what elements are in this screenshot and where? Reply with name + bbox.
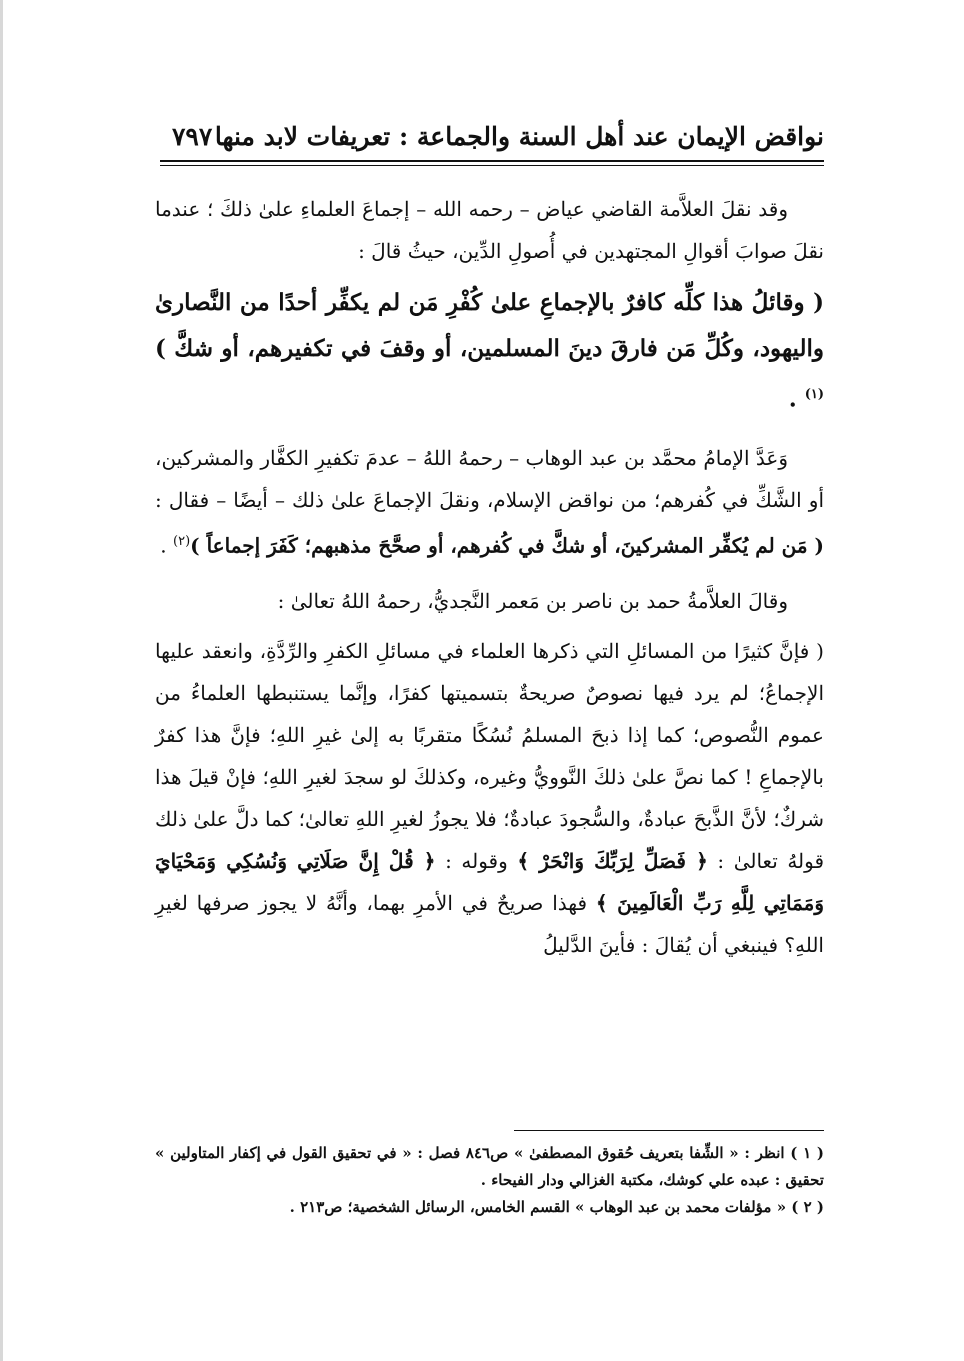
footnotes <box>155 1140 824 1221</box>
scan-edge <box>0 0 3 1361</box>
paragraph-qadi-iyad: وقد نقلَ العلاَّمة القاضي عياض – رحمه الله – إجماعَ العلماءِ علىٰ ذلكَ ؛ عندما نقلَ صوابَ أقوالِ المجتهدين في أُصولِ الدِّين، حيثُ قالَ : <box>155 197 824 263</box>
quote-hamad-continuation: فهذا صريحٌ في الأمرِ بهما، وأنَّهُ لا يجوز صرفها لغيرِ اللهِ؟ فينبغي أن يُقالَ : فأينَ الدَّليلُ <box>155 891 824 958</box>
footnote-2: ( ٢ ) « مؤلفات محمد بن عبد الوهاب » القسم الخامس، الرسائل الشخصية؛ ص٢١٣ . <box>289 1198 824 1216</box>
quote-ibn-abdulwahhab: ( مَن لم يُكفِّر المشركينَ، أو شكَّ في كُفرهم، أو صحَّحَ مذهبهم؛ كَفَرَ إجماعاً ) <box>190 533 824 558</box>
page-header <box>160 118 824 162</box>
main-text <box>155 188 824 966</box>
paragraph-ibn-abdulwahhab-text: وَعَدَّ الإمامُ محمَّد بن عبد الوهاب – رحمهُ اللهُ – عدمَ تكفيرِ الكفَّار والمشركين، أو الشَّكِّ في كُفرهم؛ من نواقض الإسلام، ونقلَ الإجماعَ علىٰ ذلك – أيضًا – فقال : <box>155 445 824 512</box>
footnote-separator <box>514 1130 824 1131</box>
page-number: ٧٩٧ <box>172 122 213 151</box>
quote-hamad <box>155 630 824 966</box>
footnote-ref-1: (١) <box>804 387 824 402</box>
quote-iyad-text: ( وقائلُ هذا كلِّه كافرٌ بالإجماعِ علىٰ كُفْرِ مَن لم يكفِّر أحدًا من النَّصارىٰ واليهود، وكُلِّ مَن فارقَ دينَ المسلمين، أو وقفَ في تكفيرهم، أو شكَّ ) <box>155 289 824 362</box>
running-title: نواقض الإيمان عند أهل السنة والجماعة : تعريفات لابد منها <box>214 122 824 151</box>
paragraph-ibn-abdulwahhab: وَعَدَّ الإمامُ محمَّد بن عبد الوهاب – رحمهُ اللهُ – عدمَ تكفيرِ الكفَّار والمشركين، أو الشَّكِّ في كُفرهم؛ من نواقض الإسلام، ونقلَ الإجماعَ علىٰ ذلك – أيضًا – فقال : ( مَن لم يُكفِّر المشركينَ، أو شكَّ في كُفرهم، أو صحَّحَ مذهبهم؛ كَفَرَ إجماعاً )$^{(٢)}$ . <box>155 445 824 558</box>
quote-hamad-text: ( فإنَّ كثيرًا من المسائلِ التي ذكرها العلماء في مسائلِ الكفرِ والرِّدَّةِ، وانعقد عليها الإجماعُ؛ لم يرد فيها نصوصٌ صريحةٌ بتسميتها كفرًا، وإنَّما يستنبطها العلماءُ من عموم النُّصوص؛ كما إذا ذبحَ المسلمُ نُسُكًا متقربًا به إلىٰ غيرِ اللهِ؛ فإنَّ هذا كفرٌ بالإجماعِ ! كما نصَّ علىٰ ذلكَ النَّوويُّ وغيره، وكذلكَ لو سجدَ لغيرِ اللهِ؛ فإنْ قيلَ هذا شركٌ؛ لأنَّ الذَّبحَ عبادةٌ، والسُّجودَ عبادةٌ؛ فلا يجوزُ لغيرِ اللهِ تعالىٰ؛ كما دلَّ علىٰ ذلك قولهُ تعالىٰ : <box>155 639 825 874</box>
quran-verse-2: ﴿ قُلْ إِنَّ صَلَاتِي وَنُسُكِي وَمَحْيَايَ وَمَمَاتِي لِلَّهِ رَبِّ الْعَالَمِينَ ﴾ <box>155 849 824 916</box>
header-rule-thin <box>160 165 824 166</box>
footnote-1: ( ١ ) انظر : « الشِّفا بتعريف حُقوق المصطفىٰ » ص٨٤٦ فصل : « في تحقيق القول في إكفار المتاولين » تحقيق : عبده علي كوشك، مكتبة الغزالي ودار الفيحاء . <box>155 1144 825 1189</box>
quran-verse-1: ﴿ فَصَلِّ لِرَبِّكَ وَانْحَرْ ﴾ <box>517 849 708 874</box>
quote-iyad: ( وقائلُ هذا كلِّه كافرٌ بالإجماعِ علىٰ كُفْرِ مَن لم يكفِّر أحدًا من النَّصارىٰ واليهود، وكُلِّ مَن فارقَ دينَ المسلمين، أو وقفَ في تكفيرهم، أو شكَّ )$^{(١)}$ . <box>155 289 824 413</box>
quote-hamad-joiner: وقوله : <box>445 849 508 874</box>
paragraph-hamad-ibn-nasir: وقالَ العلاَّمةُ حمد بن ناصر بن مَعمر النَّجديُّ، رحمهُ اللهُ تعالىٰ : <box>277 589 788 614</box>
header-rule <box>160 160 824 162</box>
footnote-ref-2: (٢) <box>173 533 191 549</box>
